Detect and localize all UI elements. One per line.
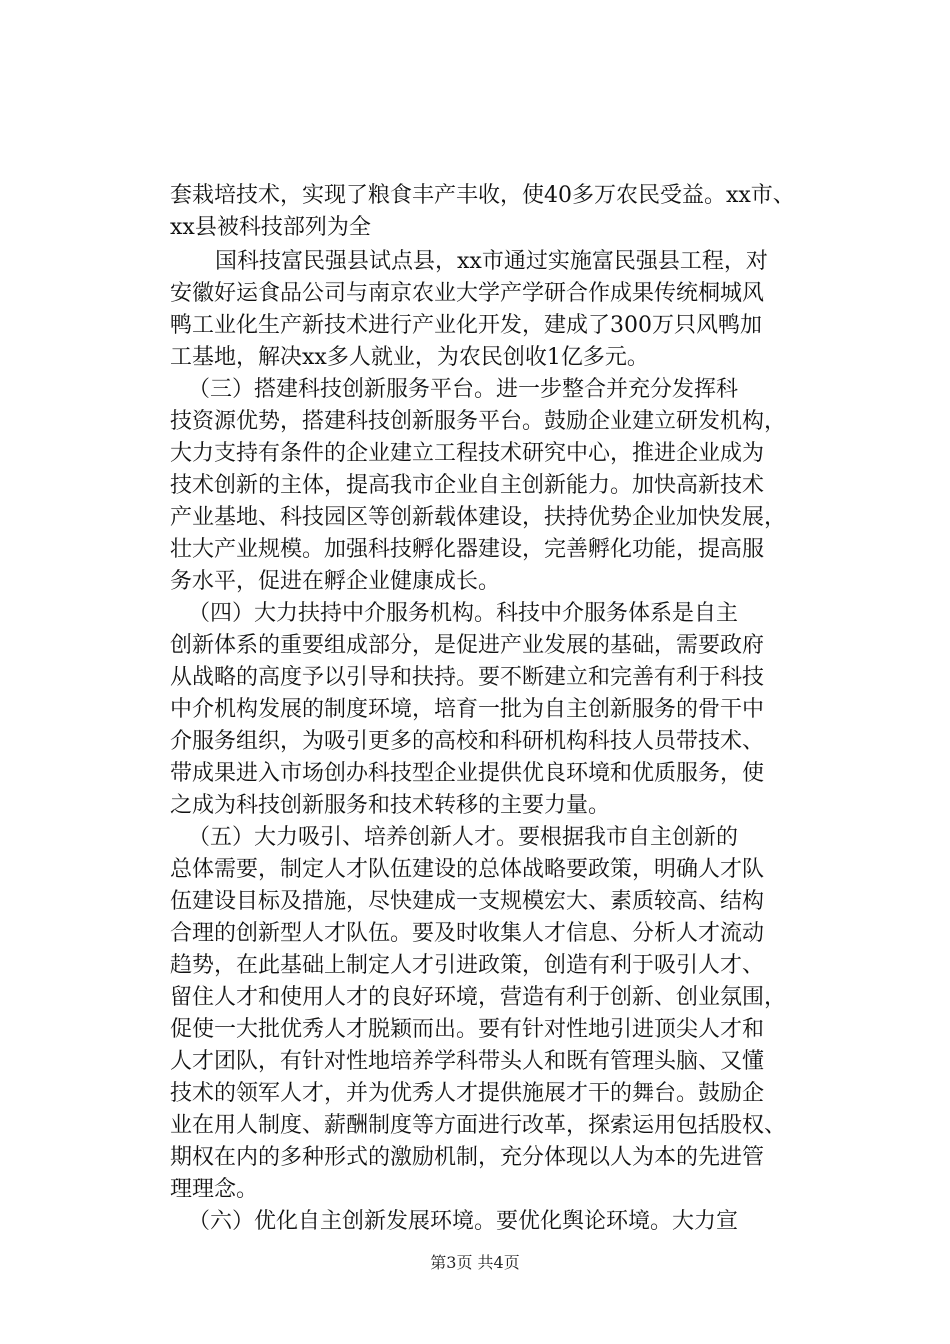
paragraph-line: 中介机构发展的制度环境，培育一批为自主创新服务的骨干中 (170, 697, 765, 722)
paragraph-line: 工基地，解决xx多人就业，为农民创收1亿多元。 (170, 345, 649, 370)
paragraph-line: xx县被科技部列为全 (170, 215, 371, 240)
paragraph-line: 套栽培技术，实现了粮食丰产丰收，使40多万农民受益。xx市、 (170, 183, 795, 208)
paragraph-line: 期权在内的多种形式的激励机制，充分体现以人为本的先进管 (170, 1145, 765, 1170)
paragraph-line: 技资源优势，搭建科技创新服务平台。鼓励企业建立研发机构， (170, 409, 787, 434)
paragraph-line: 技术的领军人才，并为优秀人才提供施展才干的舞台。鼓励企 (170, 1081, 765, 1106)
paragraph-line: 趋势，在此基础上制定人才引进政策，创造有利于吸引人才、 (170, 953, 765, 978)
paragraph-line: 业在用人制度、薪酬制度等方面进行改革，探索运用包括股权、 (170, 1113, 787, 1138)
paragraph-line: 之成为科技创新服务和技术转移的主要力量。 (170, 793, 611, 818)
paragraph-line: 促使一大批优秀人才脱颖而出。要有针对性地引进顶尖人才和 (170, 1017, 765, 1042)
page-footer: 第3页 共4页 (430, 1253, 520, 1272)
paragraph-line: 带成果进入市场创办科技型企业提供优良环境和优质服务，使 (170, 761, 765, 786)
paragraph-line: 人才团队，有针对性地培养学科带头人和既有管理头脑、又懂 (170, 1049, 765, 1074)
paragraph-line: 技术创新的主体，提高我市企业自主创新能力。加快高新技术 (170, 473, 765, 498)
paragraph-line: 创新体系的重要组成部分，是促进产业发展的基础，需要政府 (170, 633, 765, 658)
paragraph-line: （六）优化自主创新发展环境。要优化舆论环境。大力宣 (188, 1209, 739, 1234)
paragraph-line: 安徽好运食品公司与南京农业大学产学研合作成果传统桐城风 (170, 281, 765, 306)
paragraph-line: 合理的创新型人才队伍。要及时收集人才信息、分析人才流动 (170, 921, 765, 946)
paragraph-line: 产业基地、科技园区等创新载体建设，扶持优势企业加快发展， (170, 505, 787, 530)
paragraph-line: （五）大力吸引、培养创新人才。要根据我市自主创新的 (188, 825, 739, 850)
paragraph-line: 介服务组织，为吸引更多的高校和科研机构科技人员带技术、 (170, 729, 765, 754)
paragraph-line: 务水平，促进在孵企业健康成长。 (170, 569, 501, 594)
paragraph-line: （三）搭建科技创新服务平台。进一步整合并充分发挥科 (188, 377, 739, 402)
paragraph-line: 总体需要，制定人才队伍建设的总体战略要政策，明确人才队 (170, 857, 765, 882)
paragraph-line: （四）大力扶持中介服务机构。科技中介服务体系是自主 (188, 601, 739, 626)
paragraph-line: 理理念。 (170, 1177, 259, 1202)
paragraph-line: 从战略的高度予以引导和扶持。要不断建立和完善有利于科技 (170, 665, 765, 690)
paragraph-line: 壮大产业规模。加强科技孵化器建设，完善孵化功能，提高服 (170, 537, 765, 562)
paragraph-line: 鸭工业化生产新技术进行产业化开发，建成了300万只风鸭加 (170, 313, 762, 338)
paragraph-line: 国科技富民强县试点县，xx市通过实施富民强县工程，对 (215, 249, 768, 274)
paragraph-line: 大力支持有条件的企业建立工程技术研究中心，推进企业成为 (170, 441, 765, 466)
paragraph-line: 伍建设目标及措施，尽快建成一支规模宏大、素质较高、结构 (170, 889, 765, 914)
paragraph-line: 留住人才和使用人才的良好环境，营造有利于创新、创业氛围， (170, 985, 787, 1010)
